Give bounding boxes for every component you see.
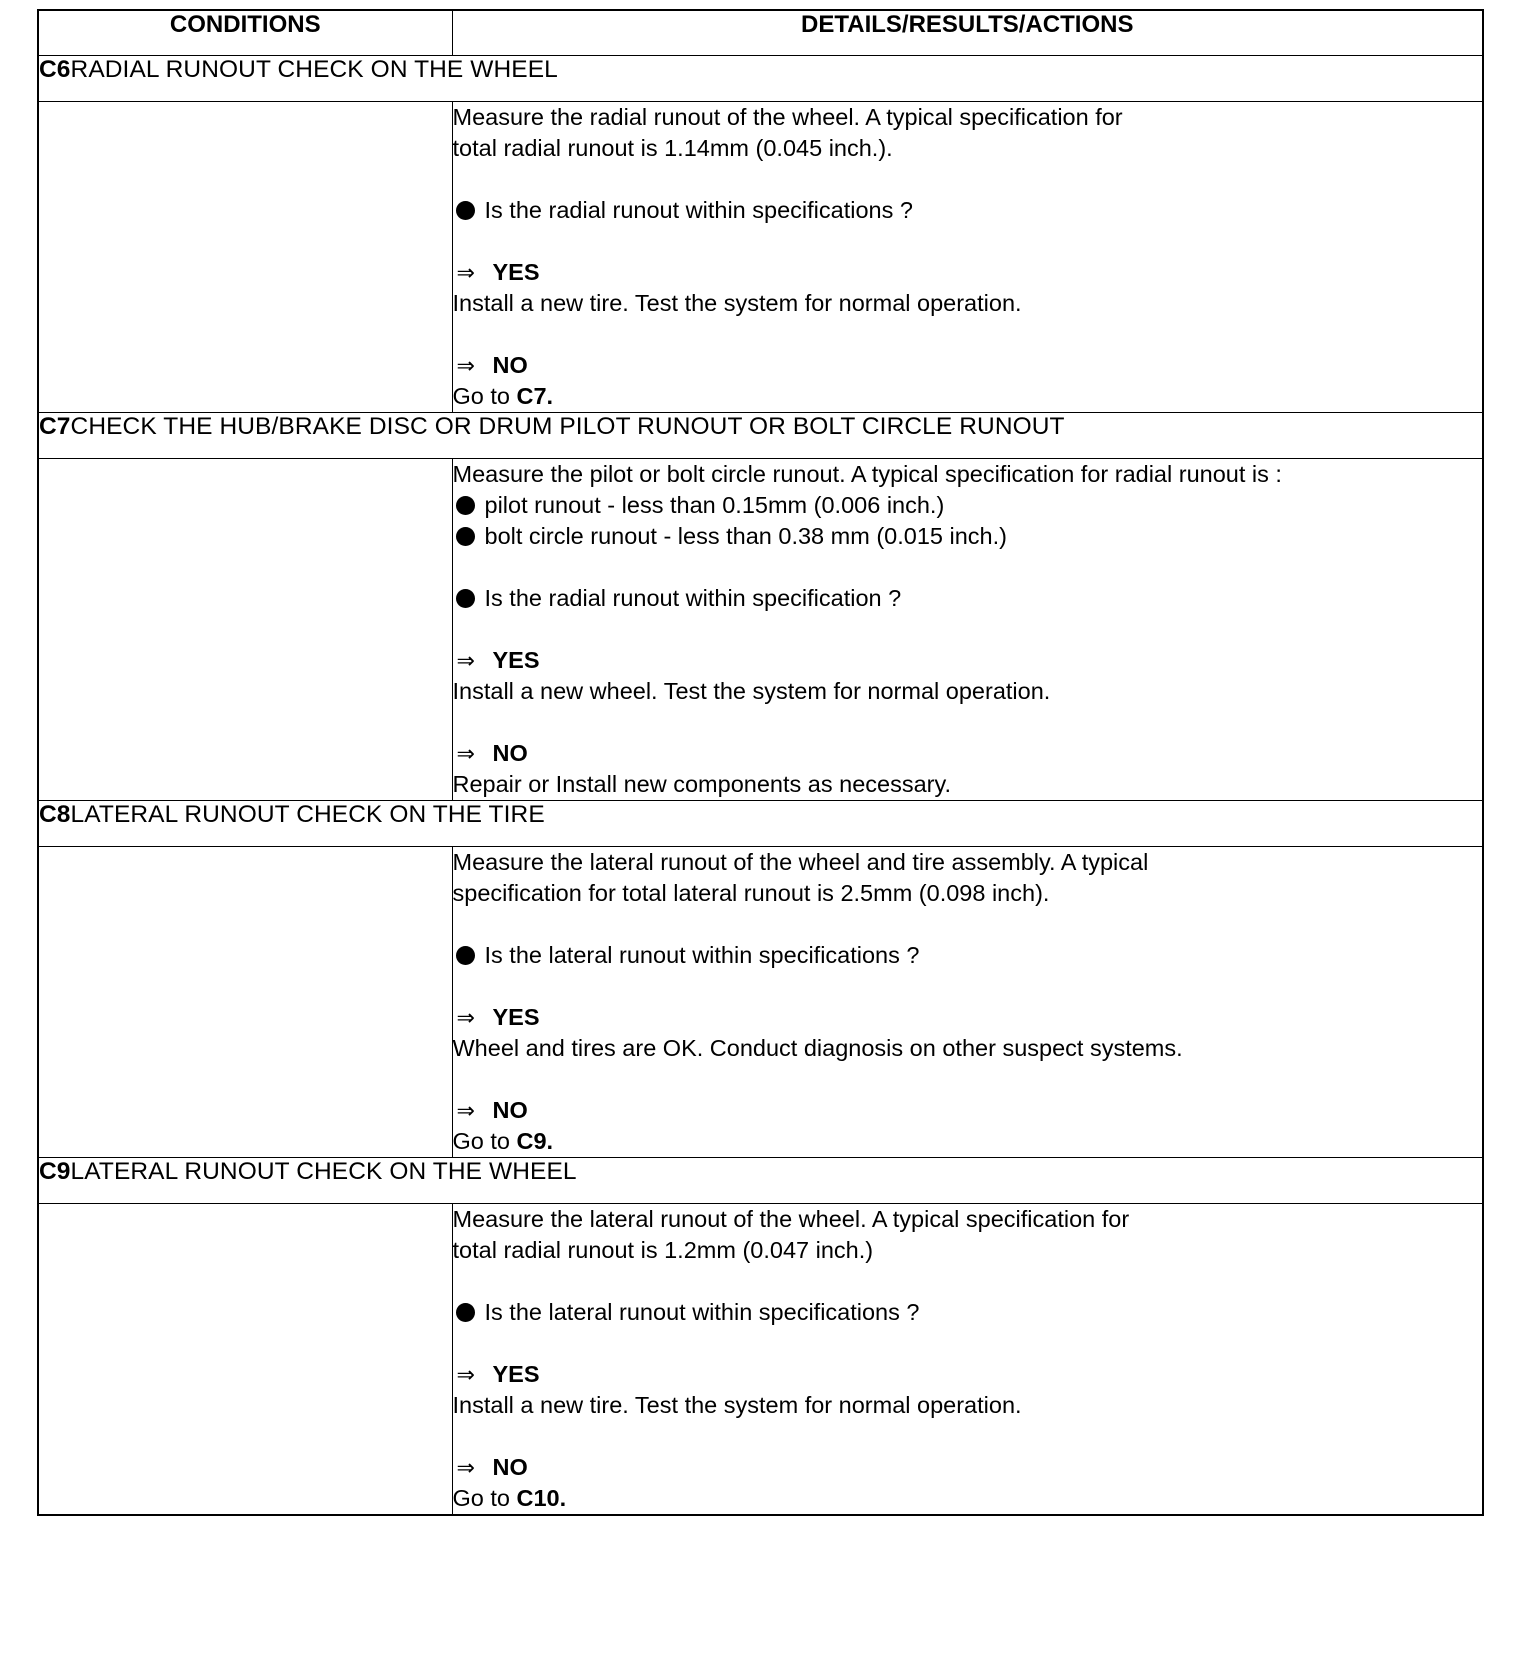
step-id: C6 <box>39 56 71 83</box>
step-c7-title-row <box>38 413 1483 459</box>
step-id: C8 <box>39 801 71 828</box>
step-reference: C10. <box>516 1485 567 1511</box>
details-cell <box>452 102 1483 413</box>
arrow-right-icon: ⇒ <box>456 648 475 673</box>
yes-answer: ⇒ YES <box>453 1002 1483 1033</box>
no-answer: ⇒ NO <box>453 1452 1483 1483</box>
table-header-row <box>38 10 1483 56</box>
yes-answer: ⇒ YES <box>453 645 1483 676</box>
step-reference: C7. <box>516 383 554 409</box>
yes-answer: ⇒ YES <box>453 257 1483 288</box>
yes-action: Wheel and tires are OK. Conduct diagnosis on other suspect systems. <box>452 1035 1183 1061</box>
step-id: C9 <box>39 1158 71 1185</box>
step-intro: Measure the lateral runout of the wheel. A typical specification for total radial runout is 1.2mm (0.047 inch.) <box>452 1206 1130 1263</box>
arrow-right-icon: ⇒ <box>456 1362 475 1387</box>
yes-action: Install a new wheel. Test the system for normal operation. <box>452 678 1051 704</box>
question: Is the lateral runout within specifications ? <box>453 1297 1483 1328</box>
bullet-icon <box>456 946 475 965</box>
bullet-icon <box>456 1303 475 1322</box>
step-intro: Measure the radial runout of the wheel. A typical specification for total radial runout is 1.14mm (0.045 inch.). <box>452 104 1123 161</box>
no-action: Go to C10. <box>452 1485 567 1511</box>
no-answer: ⇒ NO <box>453 350 1483 381</box>
question: Is the radial runout within specification ? <box>453 583 1483 614</box>
no-answer: ⇒ NO <box>453 738 1483 769</box>
arrow-right-icon: ⇒ <box>456 1455 475 1480</box>
question: Is the lateral runout within specifications ? <box>453 940 1483 971</box>
step-c8-body-row <box>38 847 1483 1158</box>
no-answer: ⇒ NO <box>453 1095 1483 1126</box>
details-cell <box>452 1204 1483 1516</box>
no-action: Go to C7. <box>452 383 554 409</box>
conditions-header: CONDITIONS <box>38 10 452 56</box>
bullet-icon <box>456 527 475 546</box>
step-title: CHECK THE HUB/BRAKE DISC OR DRUM PILOT RUNOUT OR BOLT CIRCLE RUNOUT <box>70 413 1065 440</box>
conditions-cell <box>38 1204 452 1516</box>
step-c8-title-row <box>38 801 1483 847</box>
arrow-right-icon: ⇒ <box>456 353 475 378</box>
no-action: Go to C9. <box>452 1128 554 1154</box>
spec-item: bolt circle runout - less than 0.38 mm (0.015 inch.) <box>453 521 1483 552</box>
step-reference: C9. <box>516 1128 554 1154</box>
step-c9-body-row <box>38 1204 1483 1516</box>
step-c7-body-row <box>38 459 1483 801</box>
conditions-cell <box>38 459 452 801</box>
step-c6-title-row <box>38 56 1483 102</box>
details-cell <box>452 459 1483 801</box>
conditions-cell <box>38 847 452 1158</box>
details-cell <box>452 847 1483 1158</box>
arrow-right-icon: ⇒ <box>456 1098 475 1123</box>
arrow-right-icon: ⇒ <box>456 260 475 285</box>
bullet-icon <box>456 589 475 608</box>
step-intro: Measure the lateral runout of the wheel and tire assembly. A typical specification for total lateral runout is 2.5mm (0.098 inch). <box>452 849 1149 906</box>
arrow-right-icon: ⇒ <box>456 1005 475 1030</box>
diagnostic-table <box>37 9 1484 1516</box>
step-title: RADIAL RUNOUT CHECK ON THE WHEEL <box>70 56 558 83</box>
yes-answer: ⇒ YES <box>453 1359 1483 1390</box>
step-title: LATERAL RUNOUT CHECK ON THE TIRE <box>70 801 545 828</box>
spec-item: pilot runout - less than 0.15mm (0.006 inch.) <box>453 490 1483 521</box>
arrow-right-icon: ⇒ <box>456 741 475 766</box>
details-header: DETAILS/RESULTS/ACTIONS <box>452 10 1483 56</box>
bullet-icon <box>456 496 475 515</box>
step-title: LATERAL RUNOUT CHECK ON THE WHEEL <box>70 1158 577 1185</box>
question: Is the radial runout within specifications ? <box>453 195 1483 226</box>
step-c6-body-row <box>38 102 1483 413</box>
yes-action: Install a new tire. Test the system for normal operation. <box>452 1392 1022 1418</box>
no-action: Repair or Install new components as necessary. <box>452 771 952 797</box>
step-c9-title-row <box>38 1158 1483 1204</box>
conditions-cell <box>38 102 452 413</box>
bullet-icon <box>456 201 475 220</box>
yes-action: Install a new tire. Test the system for normal operation. <box>452 290 1022 316</box>
step-intro: Measure the pilot or bolt circle runout. A typical specification for radial runout is : <box>452 461 1282 487</box>
step-id: C7 <box>39 413 71 440</box>
